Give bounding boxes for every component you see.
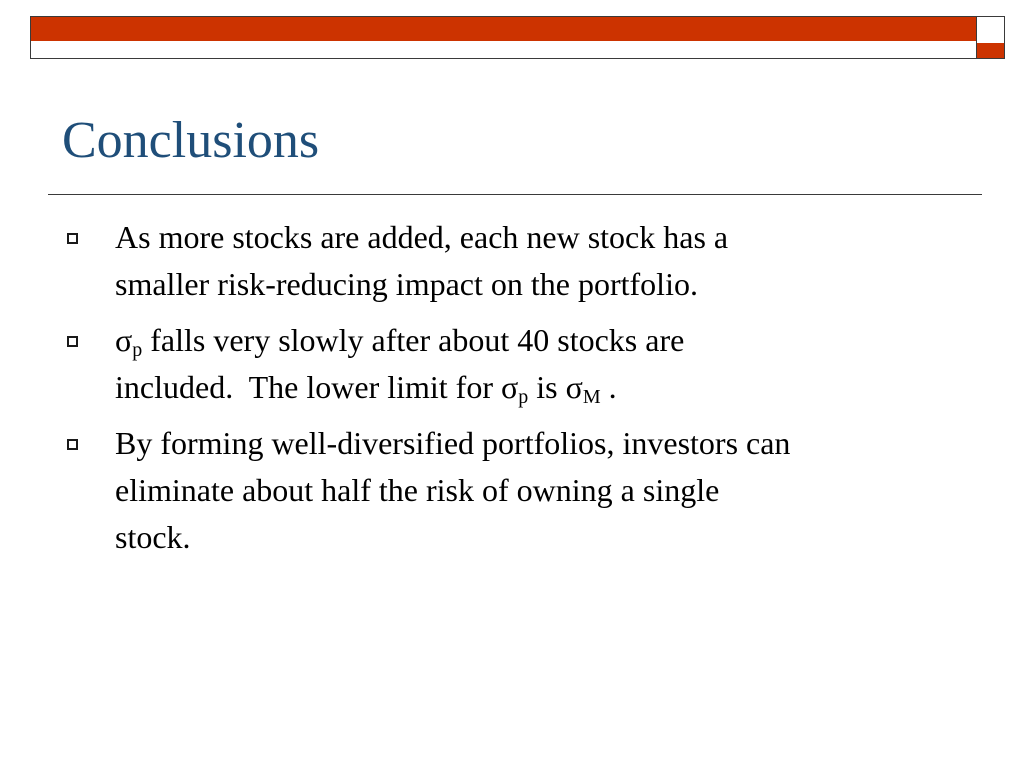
bullet-2-text-part-1: falls very slowly after about 40 stocks are (142, 322, 685, 358)
sigma-glyph: σ (565, 369, 583, 405)
bullet-item-2 (62, 317, 982, 411)
sigma-p-symbol (115, 322, 143, 361)
subscript-p: p (132, 339, 143, 361)
top-decorative-bar (30, 16, 977, 59)
sigma-glyph: σ (500, 369, 519, 405)
bullet-2-text-part-2: included. The lower limit for (115, 369, 501, 405)
slide-title: Conclusions (62, 112, 320, 169)
hollow-square-icon (67, 439, 78, 450)
subscript-p: p (518, 386, 529, 408)
top-bar-accent-fill (31, 17, 976, 41)
hollow-square-icon (67, 336, 78, 347)
bullet-2-line-1 (115, 317, 982, 364)
bullet-item-1 (62, 214, 982, 308)
sigma-m-symbol (565, 369, 601, 408)
bullet-2-text-part-3: is (528, 369, 566, 405)
bullet-list (62, 214, 982, 570)
bullet-2-line-2 (115, 364, 982, 411)
corner-accent-fill (977, 43, 1004, 58)
title-divider (48, 194, 982, 195)
sigma-glyph: σ (115, 322, 133, 358)
bullet-3-line-2: eliminate about half the risk of owning a single (115, 472, 720, 508)
bullet-3-line-1: By forming well-diversified portfolios, investors can (115, 425, 791, 461)
bullet-2-text-part-4: . (600, 369, 617, 405)
bullet-1-line-1: As more stocks are added, each new stock has a (115, 219, 729, 255)
bullet-1-line-2: smaller risk-reducing impact on the portfolio. (115, 266, 698, 302)
bullet-item-3 (62, 420, 982, 561)
subscript-m: M (582, 386, 601, 408)
sigma-p-symbol (500, 369, 529, 408)
hollow-square-icon (67, 233, 78, 244)
bullet-3-line-3: stock. (115, 519, 191, 555)
top-bar-corner-box (976, 16, 1005, 59)
